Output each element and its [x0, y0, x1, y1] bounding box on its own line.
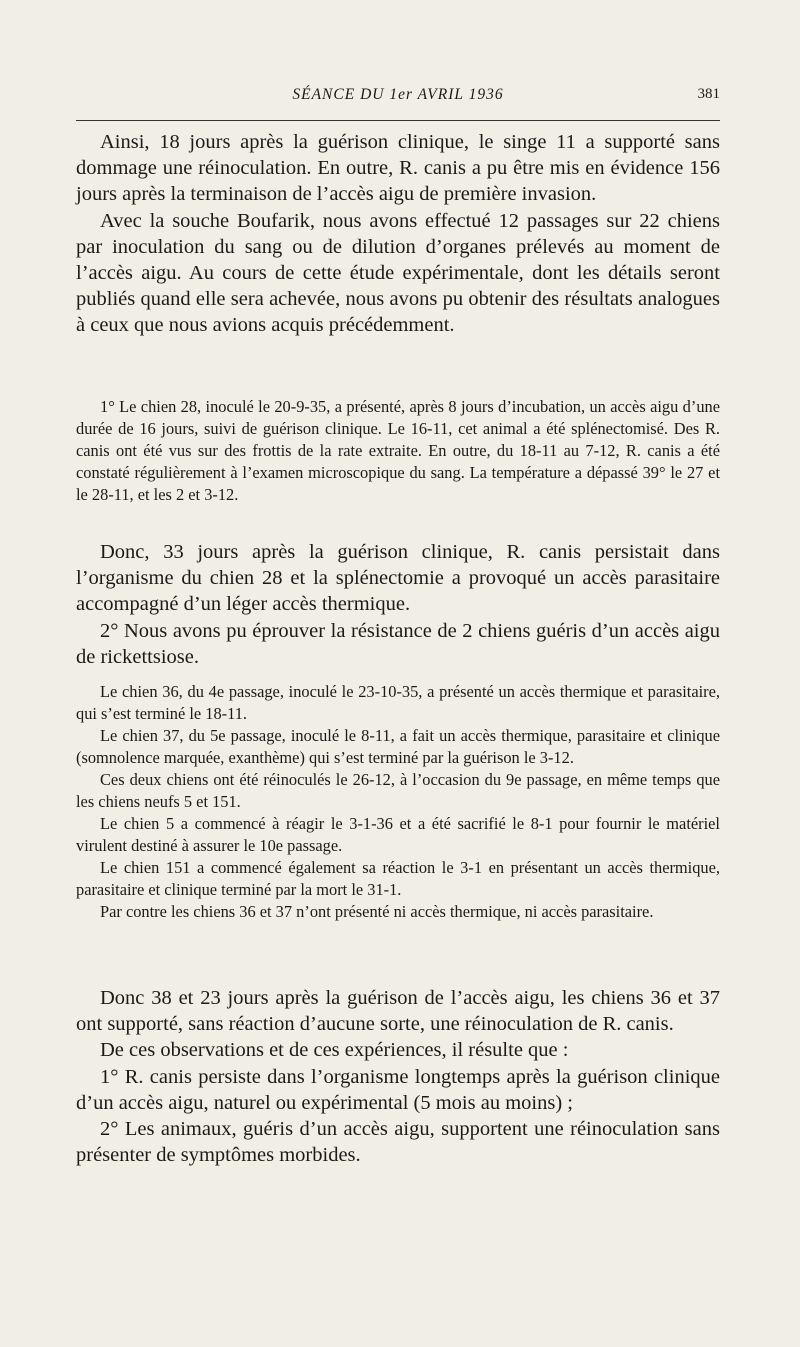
small-paragraph-2: Le chien 37, du 5e passage, inoculé le 8-11, a fait un accès thermique, parasitaire et clinique (somnolence marquée, exanthème) qui s’est terminé par la guérison le 3-12. [76, 726, 720, 767]
running-head [76, 86, 720, 110]
small-paragraph-4: Le chien 5 a commencé à réagir le 3-1-36 et a été sacrifié le 8-1 pour fournir le matériel virulent destiné à assurer le 10e passage. [76, 814, 720, 855]
observation-reinoculation [76, 681, 720, 923]
paragraph-4: 2° Nous avons pu éprouver la résistance de 2 chiens guéris d’un accès aigu de rickettsiose. [76, 619, 720, 668]
header-rule [76, 120, 720, 121]
paragraph-2: Avec la souche Boufarik, nous avons effectué 12 passages sur 22 chiens par inoculation du sang ou de dilution d’organes prélevés au moment de l’accès aigu. Au cours de cette étude expérimentale, dont les détails seront publiés quand elle sera achevée, nous avons pu obtenir des résultats analogues à ceux que nous avions acquis précédemment. [76, 209, 720, 337]
small-paragraph-6: Par contre les chiens 36 et 37 n’ont présenté ni accès thermique, ni accès parasitaire. [100, 902, 654, 921]
small-paragraph-3: Ces deux chiens ont été réinoculés le 26-12, à l’occasion du 9e passage, en même temps que les chiens neufs 5 et 151. [76, 770, 720, 811]
observation-1: 1° Le chien 28, inoculé le 20-9-35, a présenté, après 8 jours d’incubation, un accès aigu d’une durée de 16 jours, suivi de guérison clinique. Le 16-11, cet animal a été splénectomisé. Des R. canis ont été vus sur des frottis de la rate extraite. En outre, du 18-11 au 7-12, R. canis a été constaté régulièrement à l’examen microscopique du sang. La température a dépassé 39° le 27 et le 28-11, et les 2 et 3-12. [76, 397, 720, 504]
observation-chien-28 [76, 396, 720, 506]
paragraph-section-1 [76, 129, 720, 339]
page-number: 381 [697, 86, 720, 102]
small-paragraph-5: Le chien 151 a commencé également sa réaction le 3-1 en présentant un accès thermique, parasitaire et clinique terminé par la mort le 31-1. [76, 858, 720, 899]
small-paragraph-1: Le chien 36, du 4e passage, inoculé le 23-10-35, a présenté un accès thermique et parasitaire, qui s’est terminé le 18-11. [76, 682, 720, 723]
paragraph-8: 2° Les animaux, guéris d’un accès aigu, supportent une réinoculation sans présenter de symptômes morbides. [76, 1118, 720, 1167]
paragraph-3: Donc, 33 jours après la guérison clinique, R. canis persistait dans l’organisme du chien 28 et la splénectomie a provoqué un accès parasitaire accompagné d’un léger accès thermique. [76, 541, 720, 616]
paragraph-1: Ainsi, 18 jours après la guérison clinique, le singe 11 a supporté sans dommage une réinoculation. En outre, R. canis a pu être mis en évidence 156 jours après la terminaison de l’accès aigu de première invasion. [76, 131, 720, 206]
running-title: SÉANCE DU 1er AVRIL 1936 [292, 86, 504, 103]
paragraph-6: De ces observations et de ces expériences, il résulte que : [100, 1039, 569, 1062]
paragraph-section-2 [76, 539, 720, 670]
paragraph-5: Donc 38 et 23 jours après la guérison de l’accès aigu, les chiens 36 et 37 ont supporté, sans réaction d’aucune sorte, une réinoculation de R. canis. [76, 987, 720, 1036]
paragraph-7: 1° R. canis persiste dans l’organisme longtemps après la guérison clinique d’un accès aigu, naturel ou expérimental (5 mois au moins) ; [76, 1065, 720, 1114]
paragraph-section-3 [76, 985, 720, 1168]
